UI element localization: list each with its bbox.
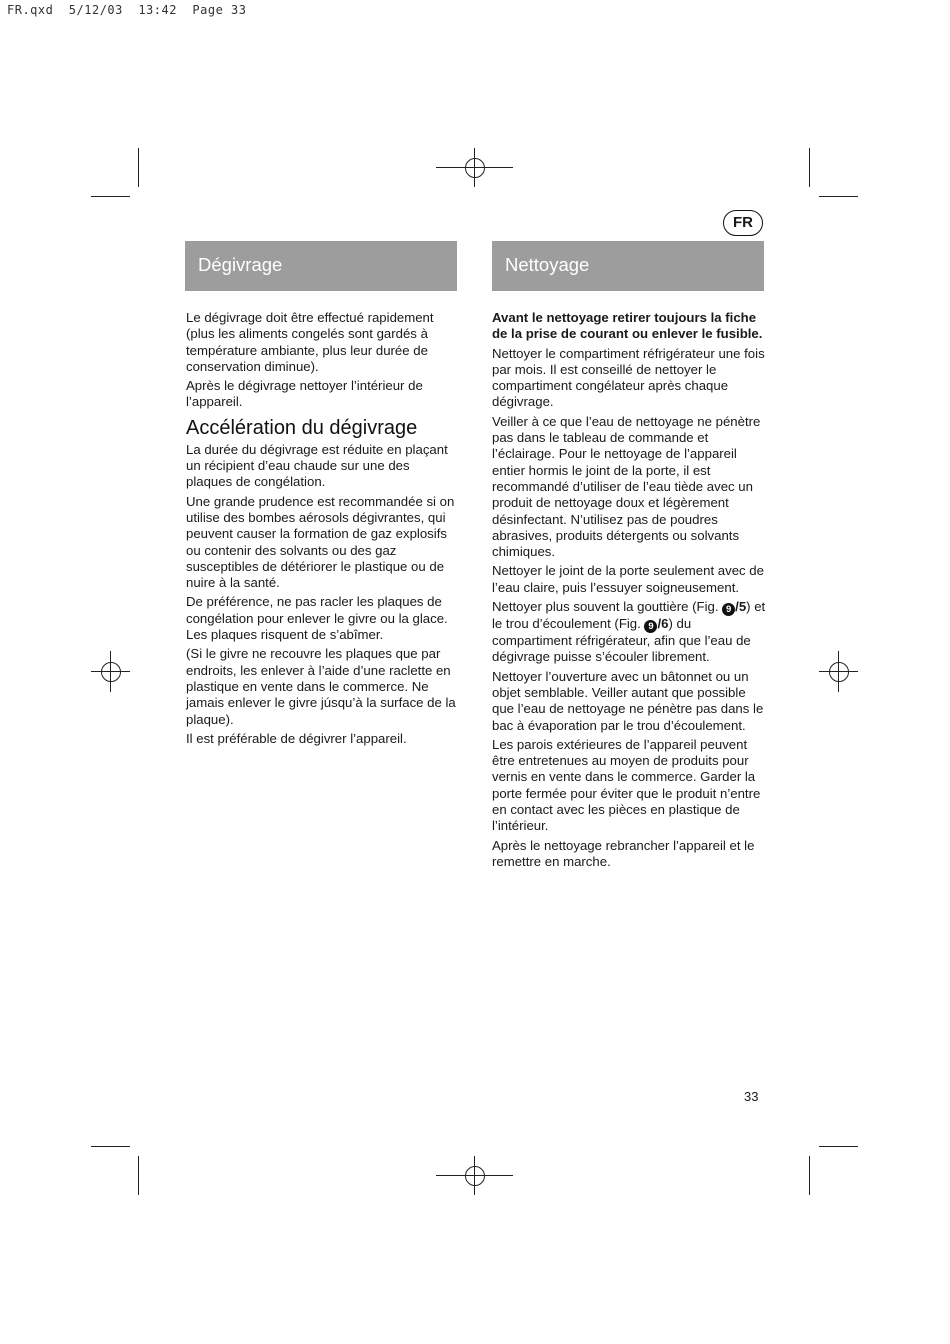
left-column	[186, 310, 458, 750]
paragraph: Il est préférable de dégivrer l’appareil.	[186, 730, 407, 746]
figure-number-badge: 9	[722, 603, 735, 616]
section-heading-degivrage: Dégivrage	[185, 241, 457, 291]
text-segment: ) et le trou d’écoulement (Fig.	[492, 599, 766, 632]
paragraph: Nettoyer le compartiment réfrigérateur une fois par mois. Il est conseillé de nettoyer le compartiment congélateur après chaque dégivrage.	[492, 345, 765, 410]
page-number: 33	[744, 1089, 759, 1104]
paragraph: Après le nettoyage rebrancher l’appareil et le remettre en marche.	[492, 837, 755, 869]
language-badge: FR	[723, 210, 763, 236]
paragraph: Nettoyer l’ouverture avec un bâtonnet ou un objet semblable. Veiller autant que possible que l’eau de nettoyage ne pénètre pas dans le bac à évaporation par le trou d’écoulement.	[492, 668, 764, 733]
paragraph: Les parois extérieures de l’appareil peuvent être entretenues au moyen de produits pour vernis en vente dans le commerce. Garder la porte fermée pour éviter que le produit n’entre en contact avec les pièces en plastique de l’intérieur.	[492, 736, 761, 834]
paragraph: Après le dégivrage nettoyer l’intérieur de l’appareil.	[186, 378, 423, 410]
paragraph: (Si le givre ne recouvre les plaques que par endroits, les enlever à l’aide d’une raclette en plastique en vente dans le commerce. Ne jamais enlever le givre júsqu’à la surface de la plaque).	[186, 646, 456, 727]
paragraph: Le dégivrage doit être effectué rapidement (plus les aliments congelés sont gardés à température ambiante, plus leur durée de conservation diminue).	[186, 310, 434, 374]
figure-reference: /5	[735, 599, 747, 615]
text-segment: ) du compartiment réfrigérateur, afin que l’eau de dégivrage puisse s’écouler librement.	[492, 616, 751, 665]
text-segment: Nettoyer plus souvent la gouttière (Fig.	[492, 599, 723, 615]
section-heading-nettoyage: Nettoyage	[492, 241, 764, 291]
warning-paragraph: Avant le nettoyage retirer toujours la fiche de la prise de courant ou enlever le fusible.	[492, 310, 763, 342]
figure-number-badge: 9	[644, 620, 657, 633]
print-slug: FR.qxd 5/12/03 13:42 Page 33	[7, 3, 247, 17]
subheading-acceleration: Accélération du dégivrage	[186, 416, 418, 439]
paragraph: Une grande prudence est recommandée si on utilise des bombes aérosols dégivrantes, qui peuvent causer la formation de gaz explosifs ou contenir des solvants ou des gaz susceptibles de détériorer le plastique ou de nuire à la santé.	[186, 493, 455, 591]
right-column	[492, 310, 767, 873]
paragraph: Veiller à ce que l’eau de nettoyage ne pénètre pas dans le tableau de commande et l’éclairage. Pour le nettoyage de l’appareil entier hormis le joint de la porte, il est recommandé d’utiliser de l’eau tiède avec un produit de nettoyage doux et légèrement désinfectant. N’utilisez pas de poudres abrasives, produits détergents ou solvants chimiques.	[492, 413, 761, 560]
paragraph: Nettoyer le joint de la porte seulement avec de l’eau claire, puis l’essuyer soigneusement.	[492, 563, 764, 595]
paragraph: La durée du dégivrage est réduite en plaçant un récipient d’eau chaude sur une des plaques de congélation.	[186, 441, 448, 490]
paragraph: De préférence, ne pas racler les plaques de congélation pour enlever le givre ou la glace. Les plaques risquent de s’abîmer.	[186, 594, 448, 643]
figure-reference: /6	[657, 616, 669, 632]
paragraph-with-figure-refs	[492, 599, 767, 666]
